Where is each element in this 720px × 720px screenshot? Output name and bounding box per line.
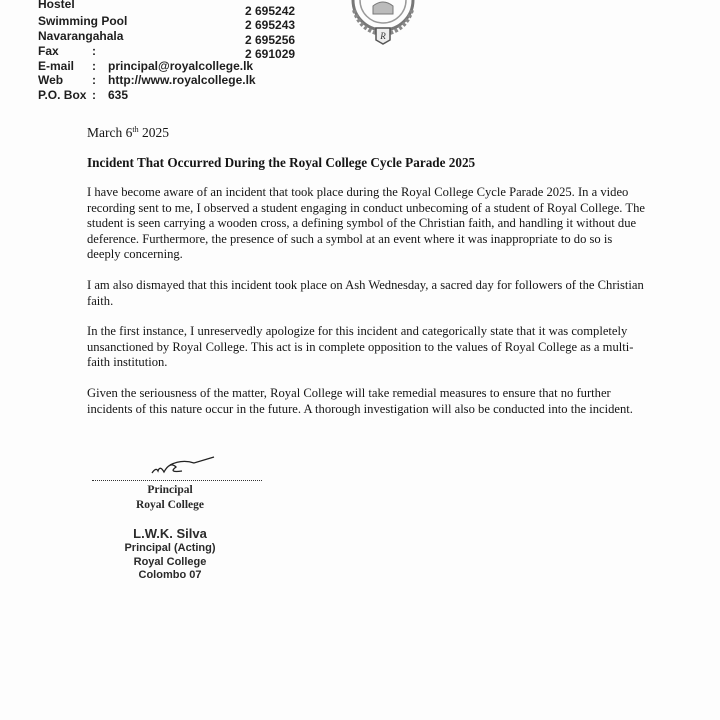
web-link[interactable]: http://www.royalcollege.lk [108,73,256,87]
signature-icon [142,455,222,479]
phone-navarangahala: 2 695256 [245,33,296,47]
stamp-name: L.W.K. Silva [133,526,207,541]
signature-line [92,480,262,481]
paragraph-incident: I have become aware of an incident that took place during the Royal College Cycle Parade 2025. In a video recording sent to me, I observed a student engaging in conduct unbecoming of a student of Royal College. The student is seen carrying a wooden cross, a defining symbol of the Christian faith, and handling it without due deference. Furthermore, the presence of such a symbol at an event where it was inappropriate to do so is deeply concerning. [87,185,645,261]
official-stamp: Principal (Acting) Royal College Colombo 07 [124,542,216,581]
email-link[interactable]: principal@royalcollege.lk [108,59,254,73]
phone-hostel: 2 695242 [245,4,296,18]
paragraph-ash-wednesday: I am also dismayed that this incident took place on Ash Wednesday, a sacred day for followers of the Christian faith. [87,278,644,308]
paragraph-apology: In the first instance, I unreservedly apologize for this incident and categorically state that it was completely unsanctioned by Royal College. This act is in complete opposition to the values of Royal College as a multi-faith institution. [87,324,634,369]
school-crest-icon [340,0,426,46]
phone-swimming-pool: 2 695243 [245,18,296,32]
paragraph-remedial-measures: Given the seriousness of the matter, Royal College will take remedial measures to ensure that no further incidents of this nature occur in the future. A thorough investigation will also be conducted into the incident. [87,386,633,416]
letter-subject: Incident That Occurred During the Royal College Cycle Parade 2025 [87,155,476,170]
phone-fax: 2 691029 [245,47,296,61]
svg-text:R: R [380,31,386,41]
signatory-title: Principal Royal College [135,484,205,511]
letter-date: March 6th 2025 [87,125,169,140]
